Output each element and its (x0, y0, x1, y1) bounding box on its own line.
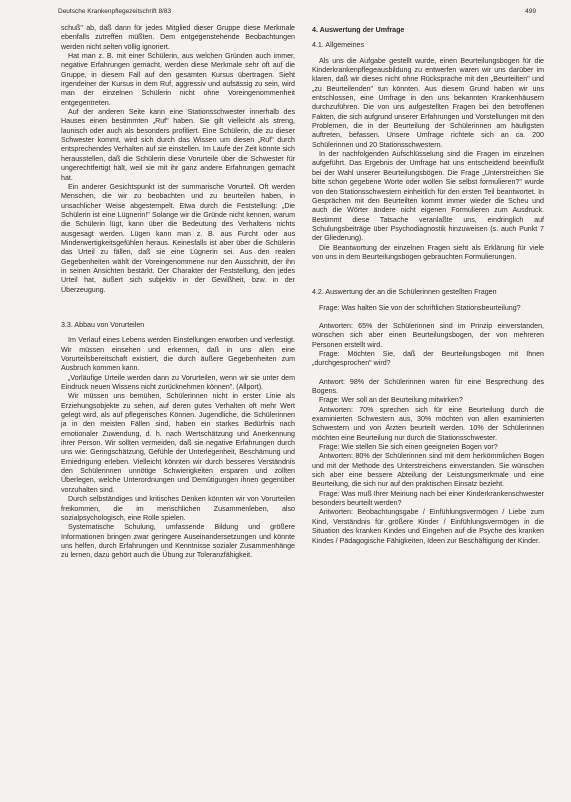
paragraph: Durch selbständiges und kritisches Denken könnten wir von Vorurteilen freikommen, die im menschlichen Zusammenleben, also sozialpsychologisch, eine Rolle spielen. (61, 495, 295, 522)
subsection-heading: 4.1. Allgemeines (312, 41, 365, 50)
answer: Antworten: 65% der Schülerinnen sind im Prinzip einverstanden, wünschen sich aber einen Beurteilungsbogen, der von mehreren Personen erstellt wird. (312, 321, 544, 349)
paragraph: Als uns die Aufgabe gestellt wurde, einen Beurteilungsbogen für die Kinderkrankenpflegeausbildung zu entwerfen waren wir uns darüber im klaren, daß wir dieses nicht ohne Rücksprache mit den „Beurteilten" und „zu Beurteilenden" tun könnten. Aus diesem Grund haben wir uns entschlossen, eine Umfrage in den uns bekannten Krankenhäusern durchzuführen. Die von uns aufgestellten Fragen bei den betroffenen Fakten, die sich aufgrund unserer Erfahrungen und Vorstellungen mit den Problemen, die in der Beurteilung der Schülerinnen am häufigsten auftreten, befassen. Unsere Umfrage richtete sich an ca. 200 Schülerinnen und 20 Stationsschwestern. (312, 56, 544, 149)
answer: Antworten: 80% der Schülerinnen sind mit dem herkömmlichen Bogen und mit der Methode des Unterstreichens einverstanden. Sie wünschen sich aber eine bessere Abteilung der Leistungsmerkmale und eine Beurteilung, die sich nur auf den praktischen Einsatz bezieht. (312, 452, 544, 489)
spacer (312, 313, 544, 322)
answer: Antworten: 70% sprechen sich für eine Beurteilung durch die examinierten Schwestern aus, 30% möchten von allen examinierten Schwestern und von Ärzten beurteilt werden. 10% der Schülerinnen möchten eine Beurteilung nur durch die Stationsschwester. (312, 405, 544, 442)
answer: Antworten: Beobachtungsgabe / Einfühlungsvermögen / Liebe zum Kind, Verständnis für größere Kinder / Einfühlungsvermögen in die Situation des kranken Kindes und Eingehen auf die Psyche des kranken Kindes / Pädagogische Fähigkeiten, Ideen zur Beschäftigung der Kinder. (312, 508, 544, 545)
paragraph: Die Beantwortung der einzelnen Fragen sieht als Erklärung für viele von uns in dem Beurteilungsbogen gebrauchten Formulierungen. (312, 243, 544, 261)
right-column (312, 24, 544, 546)
paragraph: Hat man z. B. mit einer Schülerin, aus welchen Gründen auch immer, negative Erfahrungen gemacht, werden diese Merkmale sehr oft auf die Gruppe, in diesem Fall auf den gesamten Kursus übertragen. Sieht irgendeiner der Kursus in dem Ruf, aggressiv und aufsässig zu sein, wird man der einzelnen Schülerin nicht ohne Voreingenommenheit entgegentreten. (61, 52, 295, 107)
section-heading: 4. Auswertung der Umfrage (312, 26, 405, 34)
subsection-heading: 4.2. Auswertung der an die Schülerinnen gestellten Fragen (312, 288, 497, 297)
question: Frage: Möchten Sie, daß der Beurteilungsbogen mit Ihnen „durchgesprochen" wird? (312, 349, 544, 368)
journal-title: Deutsche Krankenpflegezeitschrift 8/83 (58, 8, 172, 15)
paragraph: Systematische Schulung, umfassende Bildung und größere Informationen bringen zwar geringere Auseinandersetzungen und könnte uns helfen, durch Erfahrungen und Kenntnisse sozialer Zusammenhänge zu lernen, dazu gehört auch die Übung zur Toleranzfähigkeit. (61, 523, 295, 560)
section-heading: 3.3. Abbau von Vorurteilen (61, 320, 145, 329)
question: Frage: Was muß Ihrer Meinung nach bei einer Kinderkrankenschwester besonders beurteilt werden? (312, 489, 544, 508)
spacer (312, 262, 544, 284)
answer: Antwort: 98% der Schülerinnen waren für eine Besprechung des Bogens. (312, 377, 544, 395)
spacer (312, 369, 544, 378)
paragraph: In der nachfolgenden Aufschlüsselung sind die Fragen im einzelnen aufgeführt. Das Ergebnis der Umfrage hat uns entscheidend beeinflußt bei der Wahl unserer Beurteilungsbögen. Die Frage „Unterstreichen Sie bitte schon gegebene Worte oder wollen Sie selbst formulieren?" wurde von den Stationsschwestern einheitlich für den ersten Teil beantwortet. In Gesprächen mit den Beurteilten kommt immer wieder die Scheu und auch die Wörter ändere nicht eigenen Formulieren zum Ausdruck. Bestimmt diese Tatsache veranlaßte uns, eindringlich auf Schulungsbeiträge über Psychodiagnostik hinzuweisen (s. auch Punkt 7 der Gliederung). (312, 150, 544, 243)
paragraph: Ein anderer Gesichtspunkt ist der summarische Vorurteil. Oft werden Menschen, die wir zu beobachten und zu beurteilen haben, in unsachlicher Weise abgestempelt. Etwa durch die Feststellung: „Die Schülerin ist eine Lügnerin!" Solange wir die Gründe nicht kennen, warum die Schülerin lügt, kann über die Bedeutung des Verhaltens nichts ausgesagt werden. Lügen kann man z. B. aus Furcht oder aus Minderwertigkeitsgefühlen heraus. Keinesfalls ist aber über die Schülerin das Urteil zu fällen, daß sie eine Lügnerin sei. Aus den realen Gegebenheiten wählt der Voreingenommene nur den Ausschnitt, der ihn in seinen Ansichten bestärkt. Der Charakter der Feststellung, den jedes Urteil hat, äußert sich subjektiv in der Gewißheit, bzw. in der Überzeugung. (61, 182, 295, 294)
paragraph: schuß" ab, daß dann für jedes Mitglied dieser Gruppe diese Merkmale ebenfalls zutreffen müßten. Dem entgegenstehende Beobachtungen werden nicht selten völlig ignoriert. (61, 24, 295, 51)
question: Frage: Wie stellen Sie sich einen geeigneten Bogen vor? (319, 443, 498, 452)
paragraph: Im Verlauf eines Lebens werden Einstellungen erworben und verfestigt. Wir müssen einsehen und erkennen, daß in uns allen eine Vorurteilsbereitschaft existiert, die durch äußere Gegebenheiten zum Ausbruch kommen kann. (61, 336, 295, 373)
question: Frage: Wer soll an der Beurteilung mitwirken? (319, 396, 463, 405)
spacer (61, 295, 295, 317)
left-column (61, 24, 295, 561)
page-number: 499 (525, 8, 536, 15)
paragraph: „Vorläufige Urteile werden dann zu Vorurteilen, wenn wir sie unter dem Eindruck neuen Wissens nicht zurücknehmen können". (Allport). (61, 373, 295, 392)
paragraph: Wir müssen uns bemühen, Schülerinnen nicht in erster Linie als Erziehungsobjekte zu sehen, auf deren gutes Verhalten oft mehr Wert gelegt wird, als auf pflegerisches Können. Jugendliche, die Schülerinnen ja in den meisten Fällen sind, haben ein starkes Bedürfnis nach emotionaler Zuwendung, d. h. nach Wertschätzung und Anerkennung ihrer Person. Wir sollten vermeiden, daß sie negative Erfahrungen durch uns wie: Geringschätzung, Gefühle der Unterlegenheit, Beschämung und Erniedrigung erleben. Vielleicht könnten wir durch besseres Verständnis den Schülerinnen unnötige Schwierigkeiten ersparen und zollten Überlegen, welche Unterordnungen und Demütigungen ihnen gegenüber vorzuhalten sind. (61, 392, 295, 494)
running-header (58, 6, 536, 18)
question: Frage: Was halten Sie von der schriftlichen Stationsbeurteilung? (319, 303, 521, 312)
paragraph: Auf der anderen Seite kann eine Stationsschwester innerhalb des Hauses einen bestimmten „Ruf" haben. Sie gilt vielleicht als streng, launisch oder auch als besonders profiliert. Eine Schülerin, die zu dieser Schwester kommt, wird sich durch das Wissen um diesen „Ruf" durch entsprechendes Verhalten auf sie einstellen. Im Laufe der Zeit könnte sich herausstellen, daß die Schülerin diese Vorurteile über die Schwester für ungerechtfertigt hält, weil sie mit ihr ganz andere Erfahrungen gemacht hat. (61, 108, 295, 182)
